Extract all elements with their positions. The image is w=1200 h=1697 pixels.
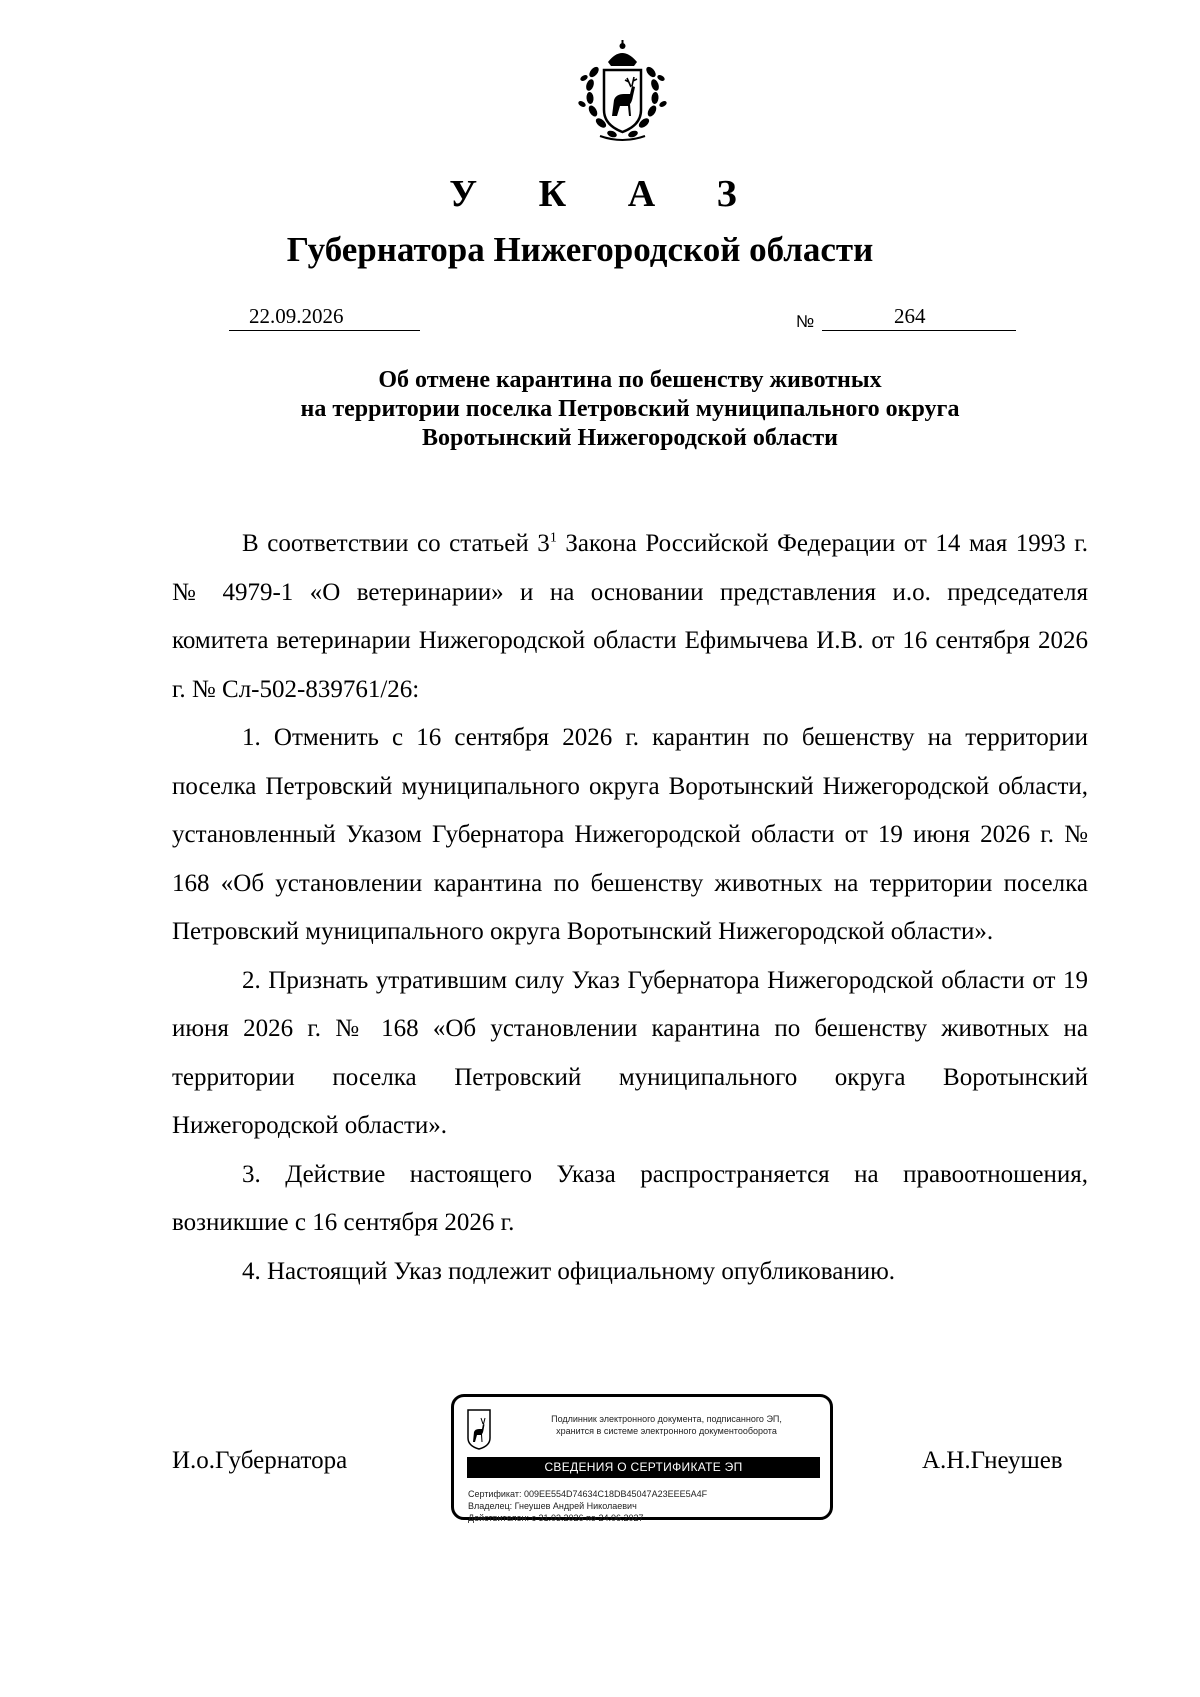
- item-paragraph-3: 3. Действие настоящего Указа распространяется на правоотношения, возникшие с 16 сентября 2026 г.: [172, 1160, 1088, 1236]
- stamp-note: [514, 1413, 819, 1437]
- document-body: [172, 520, 1088, 1296]
- certificate-owner: Владелец: Гнеушев Андрей Николаевич: [468, 1501, 637, 1511]
- document-type-title: У К А З: [449, 173, 763, 215]
- stamp-note-line: хранится в системе электронного документооборота: [556, 1426, 777, 1436]
- preamble-paragraph: [172, 520, 1088, 714]
- heading-line: Воротынский Нижегородской области: [422, 425, 838, 451]
- region-emblem-icon: [466, 1408, 492, 1451]
- electronic-signature-stamp: [451, 1394, 833, 1523]
- crown-icon: [608, 40, 637, 66]
- heading-line: Об отмене карантина по бешенству животных: [378, 367, 882, 393]
- coat-of-arms-icon: [560, 40, 685, 145]
- item-paragraph-4: 4. Настоящий Указ подлежит официальному опубликованию.: [242, 1257, 896, 1285]
- document-number: 264: [894, 304, 926, 328]
- signatory-position: И.о.Губернатора: [172, 1447, 348, 1474]
- article-superscript: 1: [549, 530, 557, 546]
- item-paragraph-1: 1. Отменить с 16 сентября 2026 г. карантин по бешенству на территории поселка Петровский муниципального округа Воротынский Нижегородской области, установленный Указом Губернатора Нижегородской области от 19 июня 2026 г. № 168 «Об установлении карантина по бешенству животных на территории поселка Петровский муниципального округа Воротынский Нижегородской области».: [172, 724, 1088, 945]
- certificate-id: Сертификат: 009EE554D74634C18DB45047A23EEE5A4F: [468, 1489, 708, 1499]
- certificate-info: [468, 1488, 707, 1524]
- preamble-text-end: Закона Российской Федерации от 14 мая 1993 г. № 4979-1 «О ветеринарии» и на основании представления и.о. председателя комитета ветеринарии Нижегородской области Ефимычева И.В. от 16 сентября 2026 г. № Сл-502-839761/26:: [172, 530, 1088, 703]
- number-sign: №: [796, 312, 815, 331]
- preamble-text-start: В соответствии со статьей 3: [242, 530, 550, 557]
- heading-line: на территории поселка Петровский муниципального округа: [300, 396, 960, 422]
- document-number-field: [822, 304, 1016, 331]
- document-date: 22.09.2026: [249, 304, 344, 328]
- stamp-note-line: Подлинник электронного документа, подписанного ЭП,: [551, 1414, 782, 1424]
- issuer-title: Губернатора Нижегородской области: [286, 230, 874, 269]
- document-date-field: [229, 304, 420, 331]
- document-heading: [160, 366, 1100, 453]
- certificate-validity: Действителен: с 31.03.2026 по 24.06.2027: [468, 1513, 644, 1523]
- signatory-name: А.Н.Гнеушев: [922, 1447, 1063, 1474]
- item-paragraph-2: 2. Признать утратившим силу Указ Губернатора Нижегородской области от 19 июня 2026 г. № 168 «Об установлении карантина по бешенству животных на территории поселка Петровский муниципального округа Воротынский Нижегородской области».: [172, 966, 1088, 1139]
- certificate-header-bar: СВЕДЕНИЯ О СЕРТИФИКАТЕ ЭП: [467, 1457, 820, 1478]
